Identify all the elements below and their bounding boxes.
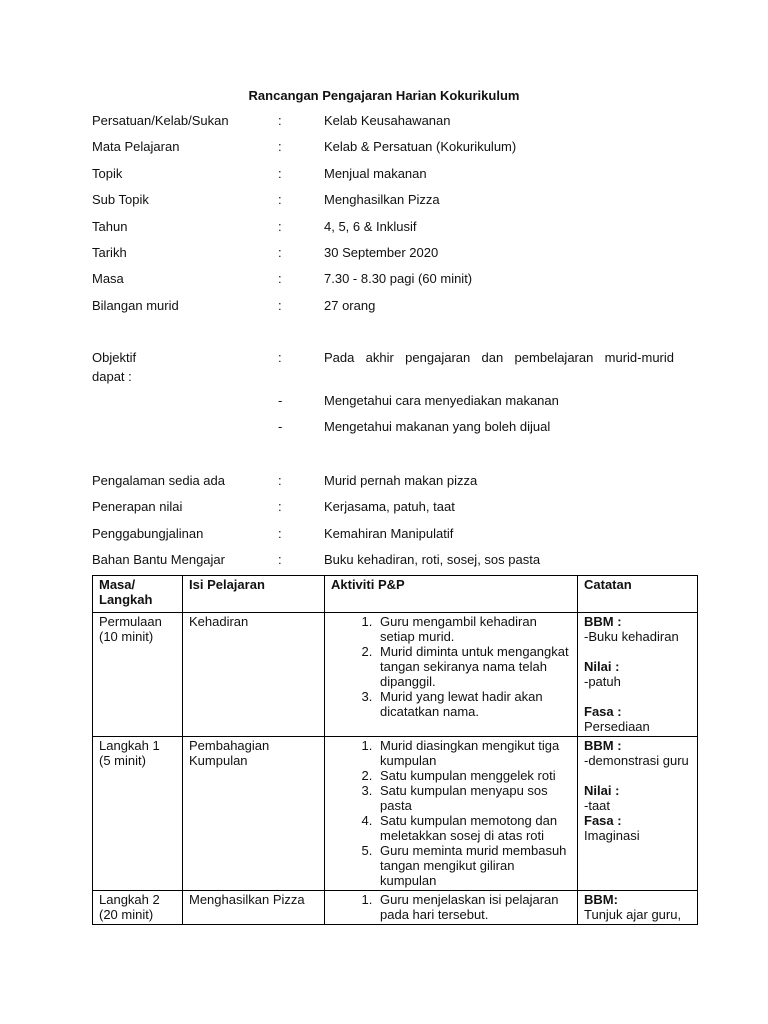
table-row xyxy=(93,891,698,925)
cell-aktiviti xyxy=(325,737,578,891)
field-row-topik xyxy=(92,166,692,184)
field-row-tarikh xyxy=(92,245,692,263)
field-value: Murid pernah makan pizza xyxy=(324,473,478,488)
header-masa-line: Langkah xyxy=(99,592,153,607)
field-colon: : xyxy=(278,166,282,181)
activity-item: 4. Satu kumpulan memotong dan meletakkan sosej di atas roti xyxy=(376,813,571,843)
nilai-label: Nilai : xyxy=(584,783,620,798)
field-colon: : xyxy=(278,219,282,234)
bullet-dash: - xyxy=(278,419,283,434)
activity-item: 2. Satu kumpulan menggelek roti xyxy=(376,768,571,783)
isi-line: Kumpulan xyxy=(189,753,248,768)
field-value: Kelab & Persatuan (Kokurikulum) xyxy=(324,139,517,154)
field-label: Pengalaman sedia ada xyxy=(92,473,225,488)
activity-item: 5. Guru meminta murid membasuh tangan mengikut giliran kumpulan xyxy=(376,843,571,888)
cell-masa xyxy=(93,613,183,737)
fasa-label: Fasa : xyxy=(584,813,622,828)
field-label: Bilangan murid xyxy=(92,298,179,313)
header-isi: Isi Pelajaran xyxy=(183,576,325,613)
nilai-value: -patuh xyxy=(584,674,621,689)
fasa-value: Imaginasi xyxy=(584,828,640,843)
field-label: Masa xyxy=(92,271,124,286)
field-label: Tarikh xyxy=(92,245,127,260)
nilai-label: Nilai : xyxy=(584,659,620,674)
field-colon: : xyxy=(278,473,282,488)
field-row-pengalaman xyxy=(92,473,692,491)
cell-isi: Menghasilkan Pizza xyxy=(183,891,325,925)
bbm-label: BBM : xyxy=(584,614,622,629)
cell-catatan xyxy=(578,891,698,925)
field-label: Penerapan nilai xyxy=(92,499,183,514)
field-row-tahun xyxy=(92,219,692,237)
field-row-mata-pelajaran xyxy=(92,139,692,157)
bbm-label: BBM: xyxy=(584,892,618,907)
table-row xyxy=(93,737,698,891)
fasa-value: Persediaan xyxy=(584,719,650,734)
activity-item: 3. Murid yang lewat hadir akan dicatatkan nama. xyxy=(376,689,571,719)
field-row-persatuan xyxy=(92,113,692,131)
activity-item: 3. Satu kumpulan menyapu sos pasta xyxy=(376,783,571,813)
document-title: Rancangan Pengajaran Harian Kokurikulum xyxy=(248,88,520,103)
field-value: 4, 5, 6 & Inklusif xyxy=(324,219,417,234)
field-label: Sub Topik xyxy=(92,192,149,207)
isi-line: Pembahagian xyxy=(189,738,270,753)
field-value: Kemahiran Manipulatif xyxy=(324,526,454,541)
masa-line: (5 minit) xyxy=(99,753,146,768)
header-masa-line: Masa/ xyxy=(99,577,136,592)
field-colon: : xyxy=(278,298,282,313)
bullet-dash: - xyxy=(278,393,283,408)
activity-item: 1. Guru mengambil kehadiran setiap murid. xyxy=(376,614,571,644)
field-colon: : xyxy=(278,192,282,207)
nilai-value: -taat xyxy=(584,798,611,813)
lesson-plan-table xyxy=(92,575,698,925)
objective-intro: Pada akhir pengajaran dan pembelajaran murid-murid xyxy=(324,350,674,365)
field-label: Tahun xyxy=(92,219,128,234)
bbm-value: Tunjuk ajar guru, xyxy=(584,907,682,922)
header-catatan: Catatan xyxy=(578,576,698,613)
bbm-label: BBM : xyxy=(584,738,622,753)
masa-line: (10 minit) xyxy=(99,629,154,644)
objective-row xyxy=(92,350,692,386)
field-colon: : xyxy=(278,271,282,286)
field-label: Penggabungjalinan xyxy=(92,526,204,541)
cell-isi xyxy=(183,737,325,891)
header-aktiviti: Aktiviti P&P xyxy=(325,576,578,613)
cell-masa xyxy=(93,737,183,891)
field-value: Menjual makanan xyxy=(324,166,427,181)
cell-catatan xyxy=(578,613,698,737)
field-colon: : xyxy=(278,113,282,128)
masa-line: Permulaan xyxy=(99,614,162,629)
field-colon: : xyxy=(278,552,282,567)
activity-list xyxy=(331,892,571,922)
cell-masa xyxy=(93,891,183,925)
bbm-value: -Buku kehadiran xyxy=(584,629,679,644)
cell-isi: Kehadiran xyxy=(183,613,325,737)
objective-item-text: Mengetahui makanan yang boleh dijual xyxy=(324,419,551,434)
activity-item: 2. Murid diminta untuk mengangkat tangan sekiranya nama telah dipanggil. xyxy=(376,644,571,689)
field-value: Kerjasama, patuh, taat xyxy=(324,499,455,514)
activity-item: 1. Murid diasingkan mengikut tiga kumpulan xyxy=(376,738,571,768)
field-value: Buku kehadiran, roti, sosej, sos pasta xyxy=(324,552,541,567)
field-value: 7.30 - 8.30 pagi (60 minit) xyxy=(324,271,473,286)
cell-aktiviti xyxy=(325,613,578,737)
objective-item xyxy=(92,393,692,411)
objective-item xyxy=(92,419,692,437)
objective-label-cont: dapat : xyxy=(92,369,132,384)
field-row-masa xyxy=(92,271,692,289)
field-value: Kelab Keusahawanan xyxy=(324,113,451,128)
cell-catatan xyxy=(578,737,698,891)
field-value: 27 orang xyxy=(324,298,376,313)
field-colon: : xyxy=(278,245,282,260)
table-row xyxy=(93,613,698,737)
objective-label: Objektif xyxy=(92,350,137,365)
field-colon: : xyxy=(278,350,282,365)
field-row-bilangan-murid xyxy=(92,298,692,316)
field-colon: : xyxy=(278,499,282,514)
masa-line: Langkah 1 xyxy=(99,738,160,753)
field-row-sub-topik xyxy=(92,192,692,210)
cell-aktiviti xyxy=(325,891,578,925)
field-row-bbm xyxy=(92,552,692,570)
masa-line: (20 minit) xyxy=(99,907,154,922)
field-label: Topik xyxy=(92,166,123,181)
fasa-label: Fasa : xyxy=(584,704,622,719)
field-colon: : xyxy=(278,526,282,541)
field-label: Bahan Bantu Mengajar xyxy=(92,552,225,567)
field-colon: : xyxy=(278,139,282,154)
activity-list xyxy=(331,738,571,888)
activity-item: 1. Guru menjelaskan isi pelajaran pada hari tersebut. xyxy=(376,892,571,922)
field-value: Menghasilkan Pizza xyxy=(324,192,440,207)
field-label: Mata Pelajaran xyxy=(92,139,180,154)
field-row-nilai xyxy=(92,499,692,517)
masa-line: Langkah 2 xyxy=(99,892,160,907)
activity-list xyxy=(331,614,571,719)
table-header-row xyxy=(93,576,698,613)
header-masa xyxy=(93,576,183,613)
objective-item-text: Mengetahui cara menyediakan makanan xyxy=(324,393,559,408)
bbm-value: -demonstrasi guru xyxy=(584,753,689,768)
field-row-penggabungjalinan xyxy=(92,526,692,544)
field-label: Persatuan/Kelab/Sukan xyxy=(92,113,229,128)
field-value: 30 September 2020 xyxy=(324,245,439,260)
